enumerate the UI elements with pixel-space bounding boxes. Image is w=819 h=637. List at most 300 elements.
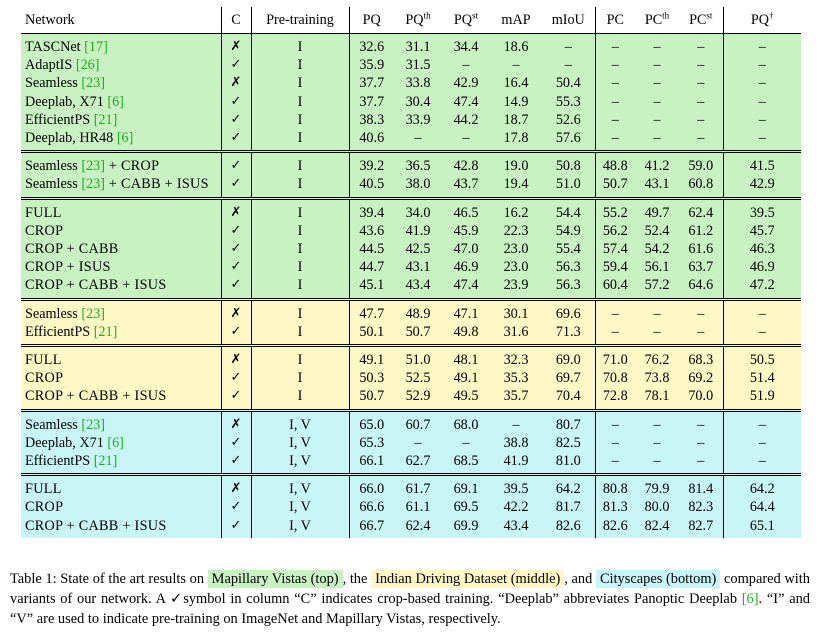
check-mark-icon: ✓ [221,240,251,258]
results-table-container [21,7,801,538]
network-name: Deeplab, HR48 [25,130,114,147]
metric-cell: 45.9 [453,222,479,239]
check-mark-icon: ✓ [221,129,251,152]
metric-cell: 64.2 [749,481,775,498]
metric-cell: – [611,93,619,110]
metric-cell: – [758,323,766,340]
results-table [21,7,801,538]
cross-mark-icon: ✗ [221,410,251,434]
network-name: CROP [25,222,64,239]
header-label: Pre-training [266,11,334,28]
metric-cell: – [414,434,422,451]
header-label: PQ [362,11,381,28]
col-pretraining-header [251,7,349,34]
metric-cell: 48.1 [453,352,479,369]
network-cell [21,387,221,410]
metric-cell: 62.4 [679,198,723,222]
metric-cell: – [679,34,723,57]
network-name: EfficientPS [25,111,91,128]
metric-cell: 71.0 [602,352,628,369]
network-name: EfficientPS [25,453,91,470]
metric-cell: 46.5 [453,204,479,221]
metric-cell: 82.7 [679,517,723,538]
metric-cell: 35.9 [359,57,385,74]
table-header-row [21,7,801,34]
metric-cell: 60.8 [679,175,723,198]
metric-cell: 76.2 [644,352,670,369]
caption-highlight-mapillary: Mapillary Vistas (top) [208,570,343,588]
metric-cell: 41.5 [749,158,775,175]
table-group-green [21,152,801,198]
metric-cell: 49.1 [359,352,385,369]
metric-cell: 39.5 [749,204,775,221]
metric-cell: 50.7 [405,323,431,340]
table-row [21,198,801,222]
metric-cell: 32.3 [503,352,529,369]
metric-cell: 49.1 [453,370,479,387]
metric-cell: 69.9 [453,517,479,534]
caption-text-1: State of the art results on [60,571,205,587]
metric-cell: 43.4 [503,517,529,534]
header-label: PC [606,11,624,28]
metric-cell: 55.4 [542,240,595,258]
col-pq-st-header [442,7,490,34]
network-cell [21,111,221,129]
metric-cell: – [758,453,766,470]
caption-highlight-idd: Indian Driving Dataset (middle) [371,570,564,588]
table-row [21,369,801,387]
metric-cell: 23.0 [503,241,529,258]
pretraining-cell: I, V [251,410,349,434]
metric-cell: 81.7 [542,498,595,516]
metric-cell: 46.9 [749,259,775,276]
table-row [21,258,801,276]
caption-text-4: compared with variants of our network. A ✓symbol in column “C” indicates crop-based training. “Deeplab” abbreviates Panoptic Deeplab [10,571,810,607]
pretraining-cell: I [251,198,349,222]
citation-link[interactable]: [21] [93,453,118,470]
metric-cell: 68.3 [679,346,723,370]
pretraining-cell: I [251,323,349,346]
pretraining-cell: I [251,74,349,92]
table-row [21,74,801,92]
metric-cell: 52.5 [405,370,431,387]
header-superscript: th [662,10,670,21]
table-row [21,452,801,475]
metric-cell: 82.4 [644,517,670,534]
metric-cell: 66.0 [359,481,385,498]
network-cell [21,517,221,538]
metric-cell: 41.9 [405,222,431,239]
metric-cell: 49.7 [644,204,670,221]
header-superscript: st [706,10,713,21]
metric-cell: 18.6 [503,39,529,55]
metric-cell: 60.4 [602,277,628,294]
metric-cell: 69.7 [542,369,595,387]
metric-cell: 56.1 [644,259,670,276]
metric-cell: – [653,416,661,433]
table-row [21,299,801,323]
metric-cell: 22.3 [503,222,529,239]
metric-cell: – [653,93,661,110]
metric-cell: – [653,57,661,74]
metric-cell: 66.6 [359,499,385,516]
metric-cell: 34.0 [405,204,431,221]
citation-link[interactable]: [21] [93,323,118,340]
metric-cell: 40.5 [359,176,385,193]
metric-cell: 49.8 [453,323,479,340]
network-variant: + CROP [105,158,160,175]
citation-link[interactable]: [23] [81,75,105,92]
metric-cell: 81.4 [679,475,723,499]
table-group-cyan [21,475,801,538]
metric-cell: 46.9 [453,259,479,276]
header-label: mAP [501,11,531,28]
header-label: PQ [453,11,473,28]
network-name: Seamless [25,176,78,193]
metric-cell: 59.4 [602,259,628,276]
table-row [21,498,801,516]
metric-cell: – [758,434,766,451]
metric-cell: 79.9 [644,481,670,498]
metric-cell: 64.2 [542,475,595,499]
metric-cell: 55.3 [542,93,595,111]
metric-cell: 50.7 [359,388,385,405]
col-pq-header [349,7,394,34]
metric-cell: 35.3 [503,370,529,387]
metric-cell: 80.0 [644,499,670,516]
metric-cell: – [653,130,661,147]
metric-cell: 38.3 [359,111,385,128]
metric-cell: 82.3 [679,498,723,516]
metric-cell: 57.2 [644,277,670,294]
network-cell [21,34,221,57]
metric-cell: 44.5 [359,241,385,258]
metric-cell: 42.9 [749,176,775,193]
metric-cell: 80.8 [602,481,628,498]
header-label: PC [689,11,707,28]
metric-cell: – [679,452,723,475]
pretraining-cell: I [251,34,349,57]
metric-cell: – [611,130,619,147]
pretraining-cell: I [251,299,349,323]
metric-cell: 61.7 [405,481,431,498]
caption-label: Table 1: [10,571,57,587]
metric-cell: 37.7 [359,93,385,110]
metric-cell: 81.3 [602,499,628,516]
network-cell [21,240,221,258]
table-row [21,240,801,258]
network-cell [21,152,221,176]
metric-cell: 35.7 [503,388,529,405]
cross-mark-icon: ✗ [221,346,251,370]
metric-cell: 69.2 [679,369,723,387]
network-cell [21,410,221,434]
metric-cell: – [679,410,723,434]
metric-cell: – [462,57,470,74]
table-row [21,434,801,452]
check-mark-icon: ✓ [221,222,251,240]
metric-cell: 66.1 [359,453,385,470]
metric-cell: – [758,130,766,147]
citation-link[interactable]: [23] [81,158,105,175]
metric-cell: – [679,129,723,152]
metric-cell: 69.6 [542,299,595,323]
table-group-green [21,198,801,299]
table-row [21,410,801,434]
metric-cell: 48.8 [602,158,628,175]
network-name: FULL [25,352,62,369]
network-cell [21,452,221,475]
metric-cell: 47.4 [453,93,479,110]
table-row [21,475,801,499]
metric-cell: – [653,453,661,470]
table-row [21,175,801,198]
metric-cell: 56.3 [542,258,595,276]
metric-cell: 64.6 [679,276,723,299]
metric-cell: 47.2 [749,277,775,294]
network-name: CROP [25,370,64,387]
table-row [21,222,801,240]
network-cell [21,175,221,198]
metric-cell: 54.4 [542,198,595,222]
metric-cell: 61.6 [679,240,723,258]
metric-cell: 44.7 [359,259,385,276]
metric-cell: 50.8 [542,152,595,176]
metric-cell: 50.3 [359,370,385,387]
metric-cell: 47.4 [453,277,479,294]
metric-cell: 43.1 [405,259,431,276]
check-mark-icon: ✓ [221,434,251,452]
citation-link[interactable]: [23] [81,176,105,193]
metric-cell: 19.4 [503,176,529,193]
network-cell [21,56,221,74]
pretraining-cell: I, V [251,475,349,499]
metric-cell: 62.7 [405,453,431,470]
metric-cell: – [512,416,520,433]
citation-link[interactable]: [23] [81,305,105,322]
network-name: FULL [25,481,62,498]
metric-cell: 51.0 [405,352,431,369]
table-group-cyan [21,410,801,475]
metric-cell: – [611,416,619,433]
metric-cell: 65.3 [359,434,385,451]
metric-cell: 41.9 [503,453,529,470]
check-mark-icon: ✓ [221,56,251,74]
metric-cell: 61.1 [405,499,431,516]
network-cell [21,299,221,323]
pretraining-cell: I, V [251,517,349,538]
metric-cell: 46.3 [749,241,775,258]
metric-cell: 65.1 [749,517,775,534]
network-name: CROP + CABB + ISUS [25,277,167,294]
metric-cell: 54.9 [542,222,595,240]
metric-cell: 43.7 [453,176,479,193]
metric-cell: 52.9 [405,388,431,405]
network-name: CROP + CABB + ISUS [25,517,167,534]
metric-cell: 68.5 [453,453,479,470]
metric-cell: 18.7 [503,111,529,128]
metric-cell: 42.8 [453,158,479,175]
check-mark-icon: ✓ [221,276,251,299]
pretraining-cell: I [251,129,349,152]
network-name: CROP + CABB [25,241,119,258]
caption-citation[interactable]: [6] [741,591,759,607]
pretraining-cell: I [251,152,349,176]
network-name: Seamless [25,75,78,92]
metric-cell: – [758,305,766,322]
metric-cell: 81.0 [542,452,595,475]
check-mark-icon: ✓ [221,498,251,516]
network-cell [21,498,221,516]
metric-cell: 31.6 [503,323,529,340]
pretraining-cell: I [251,387,349,410]
metric-cell: 69.1 [453,481,479,498]
table-group-yellow [21,299,801,345]
metric-cell: – [679,74,723,92]
pretraining-cell: I, V [251,434,349,452]
metric-cell: 39.2 [359,158,385,175]
table-row [21,387,801,410]
pretraining-cell: I [251,240,349,258]
table-row [21,276,801,299]
check-mark-icon: ✓ [221,452,251,475]
metric-cell: 33.8 [405,75,431,92]
metric-cell: 72.8 [602,388,628,405]
table-row [21,93,801,111]
metric-cell: 17.8 [503,130,529,147]
metric-cell: – [542,56,595,74]
metric-cell: 82.6 [602,517,628,534]
network-variant: + CABB + ISUS [105,176,209,193]
network-name: CROP + ISUS [25,259,111,276]
citation-link[interactable]: [23] [81,416,105,433]
pretraining-cell: I [251,93,349,111]
metric-cell: 39.5 [503,481,529,498]
network-cell [21,222,221,240]
metric-cell: 16.2 [503,204,529,221]
metric-cell: 50.1 [359,323,385,340]
metric-cell: – [679,299,723,323]
metric-cell: 43.1 [644,176,670,193]
metric-cell: 57.6 [542,129,595,152]
metric-cell: – [679,111,723,129]
table-row [21,517,801,538]
metric-cell: 54.2 [644,241,670,258]
col-pc-th-header [635,7,679,34]
metric-cell: – [679,323,723,346]
metric-cell: 56.3 [542,276,595,299]
header-label: PQ [405,11,424,28]
metric-cell: 82.6 [542,517,595,538]
metric-cell: 37.7 [359,75,385,92]
check-mark-icon: ✓ [221,323,251,346]
network-cell [21,258,221,276]
pretraining-cell: I [251,222,349,240]
check-mark-icon: ✓ [221,369,251,387]
network-name: Seamless [25,416,78,433]
col-network-header [21,7,221,34]
metric-cell: – [611,434,619,451]
metric-cell: 59.0 [679,152,723,176]
metric-cell: 47.0 [453,241,479,258]
table-caption [10,569,810,629]
citation-link[interactable]: [17] [84,39,108,55]
caption-text-5: . “I” and “V” are used to indicate pre-training on ImageNet and Mapillary Vistas, respectively. [10,591,810,627]
metric-cell: 50.4 [542,74,595,92]
table-row [21,111,801,129]
metric-cell: 60.7 [405,416,431,433]
metric-cell: – [611,323,619,340]
table-row [21,346,801,370]
table-row [21,323,801,346]
header-label: Network [25,11,75,28]
metric-cell: 66.7 [359,517,385,534]
col-crop-header [221,7,251,34]
check-mark-icon: ✓ [221,111,251,129]
col-pc-header [595,7,635,34]
cross-mark-icon: ✗ [221,74,251,92]
metric-cell: – [653,434,661,451]
network-cell [21,323,221,346]
pretraining-cell: I, V [251,452,349,475]
caption-highlight-cityscapes: Cityscapes (bottom) [596,570,720,588]
metric-cell: 14.9 [503,93,529,110]
metric-cell: 36.5 [405,158,431,175]
metric-cell: 38.0 [405,176,431,193]
network-cell [21,129,221,152]
citation-link[interactable]: [6] [116,130,134,147]
metric-cell: – [653,111,661,128]
metric-cell: – [679,93,723,111]
metric-cell: 43.6 [359,222,385,239]
metric-cell: 45.7 [749,222,775,239]
header-label: PQ [750,11,770,28]
metric-cell: 70.0 [679,387,723,410]
caption-text-2: , the [342,571,368,587]
metric-cell: 63.7 [679,258,723,276]
metric-cell: – [611,57,619,74]
metric-cell: 39.4 [359,204,385,221]
network-cell [21,369,221,387]
metric-cell: 69.5 [453,499,479,516]
check-mark-icon: ✓ [221,175,251,198]
metric-cell: 70.8 [602,370,628,387]
pretraining-cell: I [251,258,349,276]
metric-cell: 31.1 [405,39,431,55]
citation-link[interactable]: [26] [75,57,100,74]
pretraining-cell: I, V [251,498,349,516]
metric-cell: 31.5 [405,57,431,74]
metric-cell: – [653,39,661,55]
network-cell [21,475,221,499]
metric-cell: 65.0 [359,416,385,433]
metric-cell: 32.6 [359,39,385,55]
network-cell [21,276,221,299]
metric-cell: 30.1 [503,305,529,322]
header-superscript: † [769,10,774,21]
network-cell [21,93,221,111]
pretraining-cell: I [251,369,349,387]
metric-cell: 55.2 [602,204,628,221]
metric-cell: 51.4 [749,370,775,387]
citation-link[interactable]: [21] [93,111,118,128]
metric-cell: 52.6 [542,111,595,129]
col-miou-header [542,7,595,34]
metric-cell: 51.9 [749,388,775,405]
citation-link[interactable]: [6] [107,93,124,110]
check-mark-icon: ✓ [221,152,251,176]
citation-link[interactable]: [6] [107,434,124,451]
